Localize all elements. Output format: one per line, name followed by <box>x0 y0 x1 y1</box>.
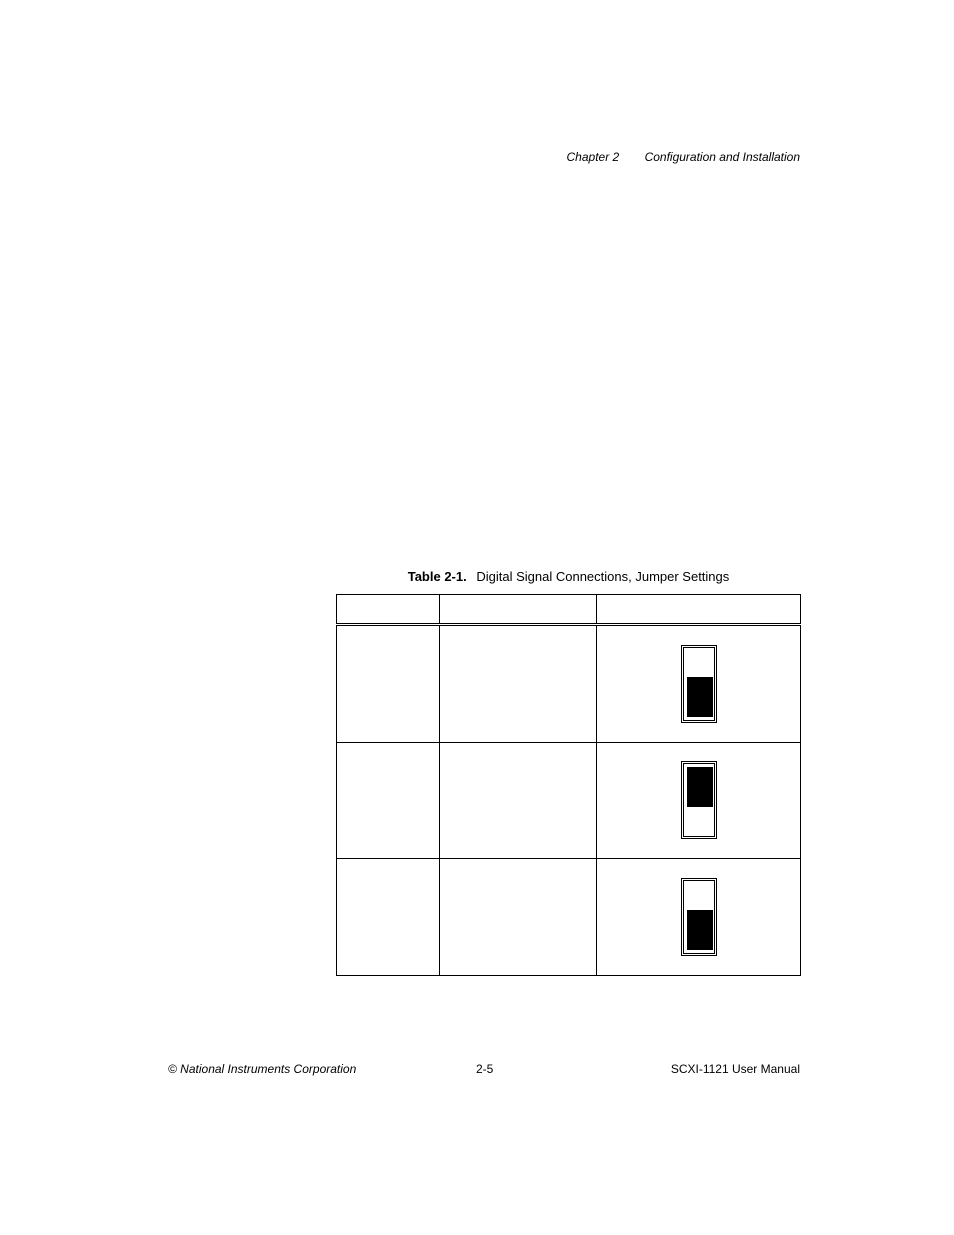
table-header-cell <box>440 595 597 625</box>
table-cell-jumper <box>597 859 801 976</box>
jumper-shunt <box>687 767 713 807</box>
section-title: Configuration and Installation <box>644 150 800 164</box>
jumper-shunt <box>687 910 713 950</box>
table-cell-jumper <box>597 625 801 743</box>
table-caption-title: Digital Signal Connections, Jumper Settings <box>476 569 730 584</box>
chapter-label: Chapter 2 <box>566 150 620 164</box>
jumper-diagram <box>681 878 717 956</box>
jumper-settings-table <box>336 594 801 976</box>
table-cell-jumper <box>597 742 801 859</box>
table-header-cell <box>597 595 801 625</box>
table-cell <box>337 859 440 976</box>
footer-manual-title: SCXI-1121 User Manual <box>670 1062 800 1076</box>
page-number: 2-5 <box>476 1062 494 1076</box>
table-row <box>337 742 801 859</box>
table-header-row <box>337 595 801 625</box>
table-cell <box>337 625 440 743</box>
table-cell <box>440 742 597 859</box>
table-cell <box>337 742 440 859</box>
jumper-shunt <box>687 677 713 717</box>
table-cell <box>440 859 597 976</box>
table-header-cell <box>337 595 440 625</box>
table-caption <box>337 569 800 584</box>
jumper-diagram <box>681 645 717 723</box>
running-header <box>567 150 800 164</box>
table-row <box>337 625 801 743</box>
table-cell <box>440 625 597 743</box>
jumper-diagram <box>681 761 717 839</box>
table-row <box>337 859 801 976</box>
footer-copyright: © National Instruments Corporation <box>168 1062 357 1076</box>
table-caption-number: Table 2-1. <box>407 569 467 584</box>
